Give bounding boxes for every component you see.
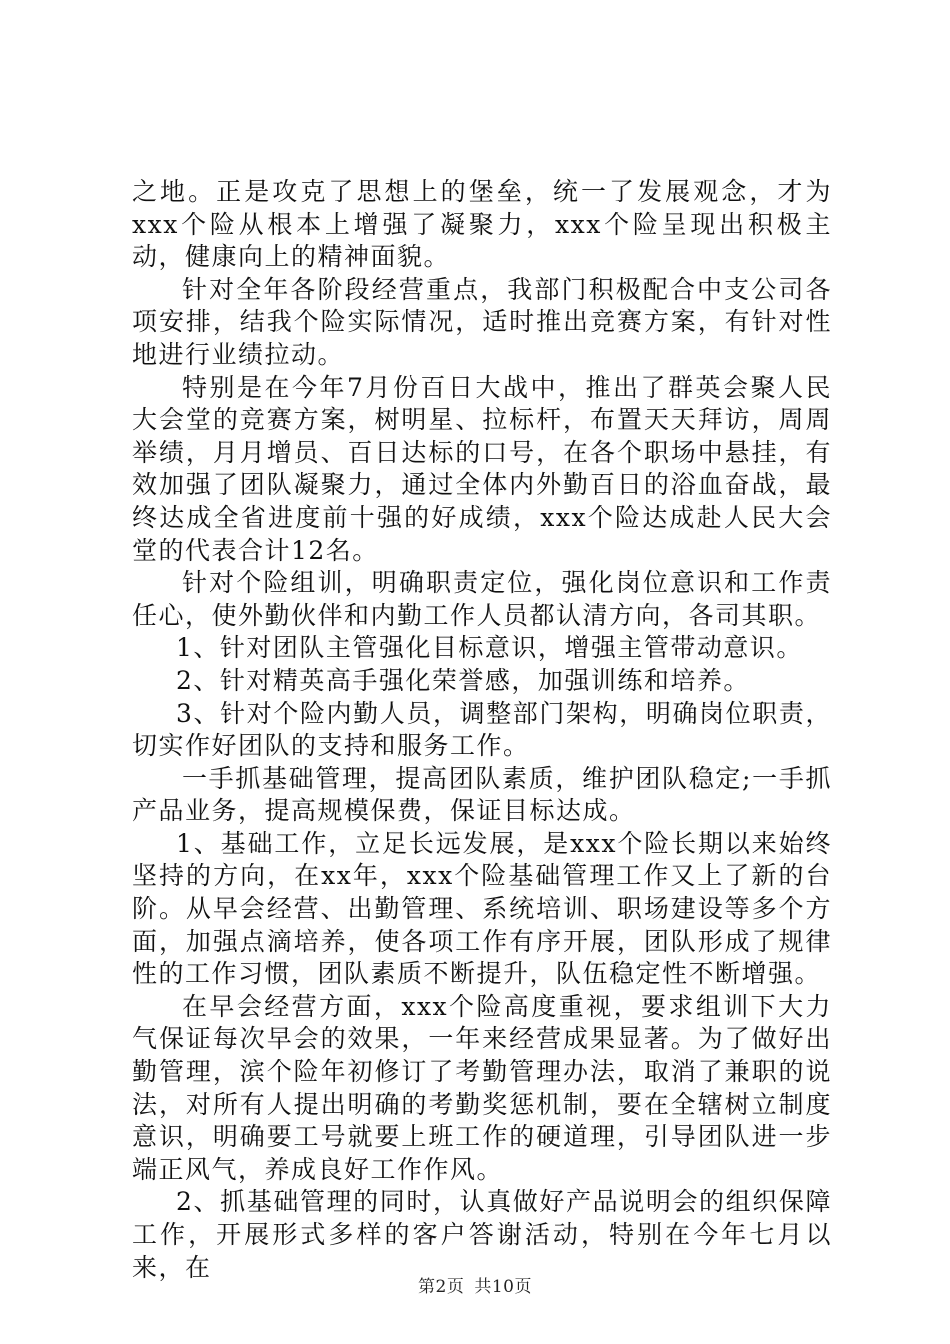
- paragraph-6: 1、基础工作，立足长远发展，是xxx个险长期以来始终坚持的方向，在xx年，xxx个险基础管理工作又上了新的台阶。从早会经营、出勤管理、系统培训、职场建设等多个方面，加强点滴培养，使各项工作有序开展，团队形成了规律性的工作习惯，团队素质不断提升，队伍稳定性不断增强。: [132, 828, 832, 989]
- list-item-1: 1、针对团队主管强化目标意识，增强主管带动意识。: [176, 633, 803, 663]
- body-text: [132, 176, 832, 1284]
- page-total: 共10页: [474, 1277, 532, 1297]
- paragraph-5: 一手抓基础管理，提高团队素质，维护团队稳定;一手抓产品业务，提高规模保费，保证目标达成。: [132, 763, 832, 826]
- page-footer: [0, 1272, 950, 1297]
- list-item-2: 2、针对精英高手强化荣誉感，加强训练和培养。: [176, 665, 750, 695]
- paragraph-7: 在早会经营方面，xxx个险高度重视，要求组训下大力气保证每次早会的效果，一年来经营成果显著。为了做好出勤管理，滨个险年初修订了考勤管理办法，取消了兼职的说法，对所有人提出明确的考勤奖惩机制，要在全辖树立制度意识，明确要工号就要上班工作的硬道理，引导团队进一步端正风气，养成良好工作作风。: [132, 991, 832, 1184]
- paragraph-3: 特别是在今年7月份百日大战中，推出了群英会聚人民大会堂的竞赛方案，树明星、拉标杆，布置天天拜访，周周举绩，月月增员、百日达标的口号，在各个职场中悬挂，有效加强了团队凝聚力，通过全体内外勤百日的浴血奋战，最终达成全省进度前十强的好成绩，xxx个险达成赴人民大会堂的代表合计12名。: [132, 372, 832, 565]
- page-number: 第2页: [418, 1277, 465, 1297]
- paragraph-4: 针对个险组训，明确职责定位，强化岗位意识和工作责任心，使外勤伙伴和内勤工作人员都认清方向，各司其职。: [132, 568, 832, 630]
- list-item-3: 3、针对个险内勤人员，调整部门架构，明确岗位职责，切实作好团队的支持和服务工作。: [132, 698, 832, 761]
- paragraph-2: 针对全年各阶段经营重点，我部门积极配合中支公司各项安排，结我个险实际情况，适时推出竞赛方案，有针对性地进行业绩拉动。: [132, 274, 832, 369]
- paragraph-1: 之地。正是攻克了思想上的堡垒，统一了发展观念，才为xxx个险从根本上增强了凝聚力，xxx个险呈现出积极主动，健康向上的精神面貌。: [132, 177, 832, 272]
- paragraph-8: 2、抓基础管理的同时，认真做好产品说明会的组织保障工作，开展形式多样的客户答谢活动，特别在今年七月以来，在: [132, 1187, 832, 1282]
